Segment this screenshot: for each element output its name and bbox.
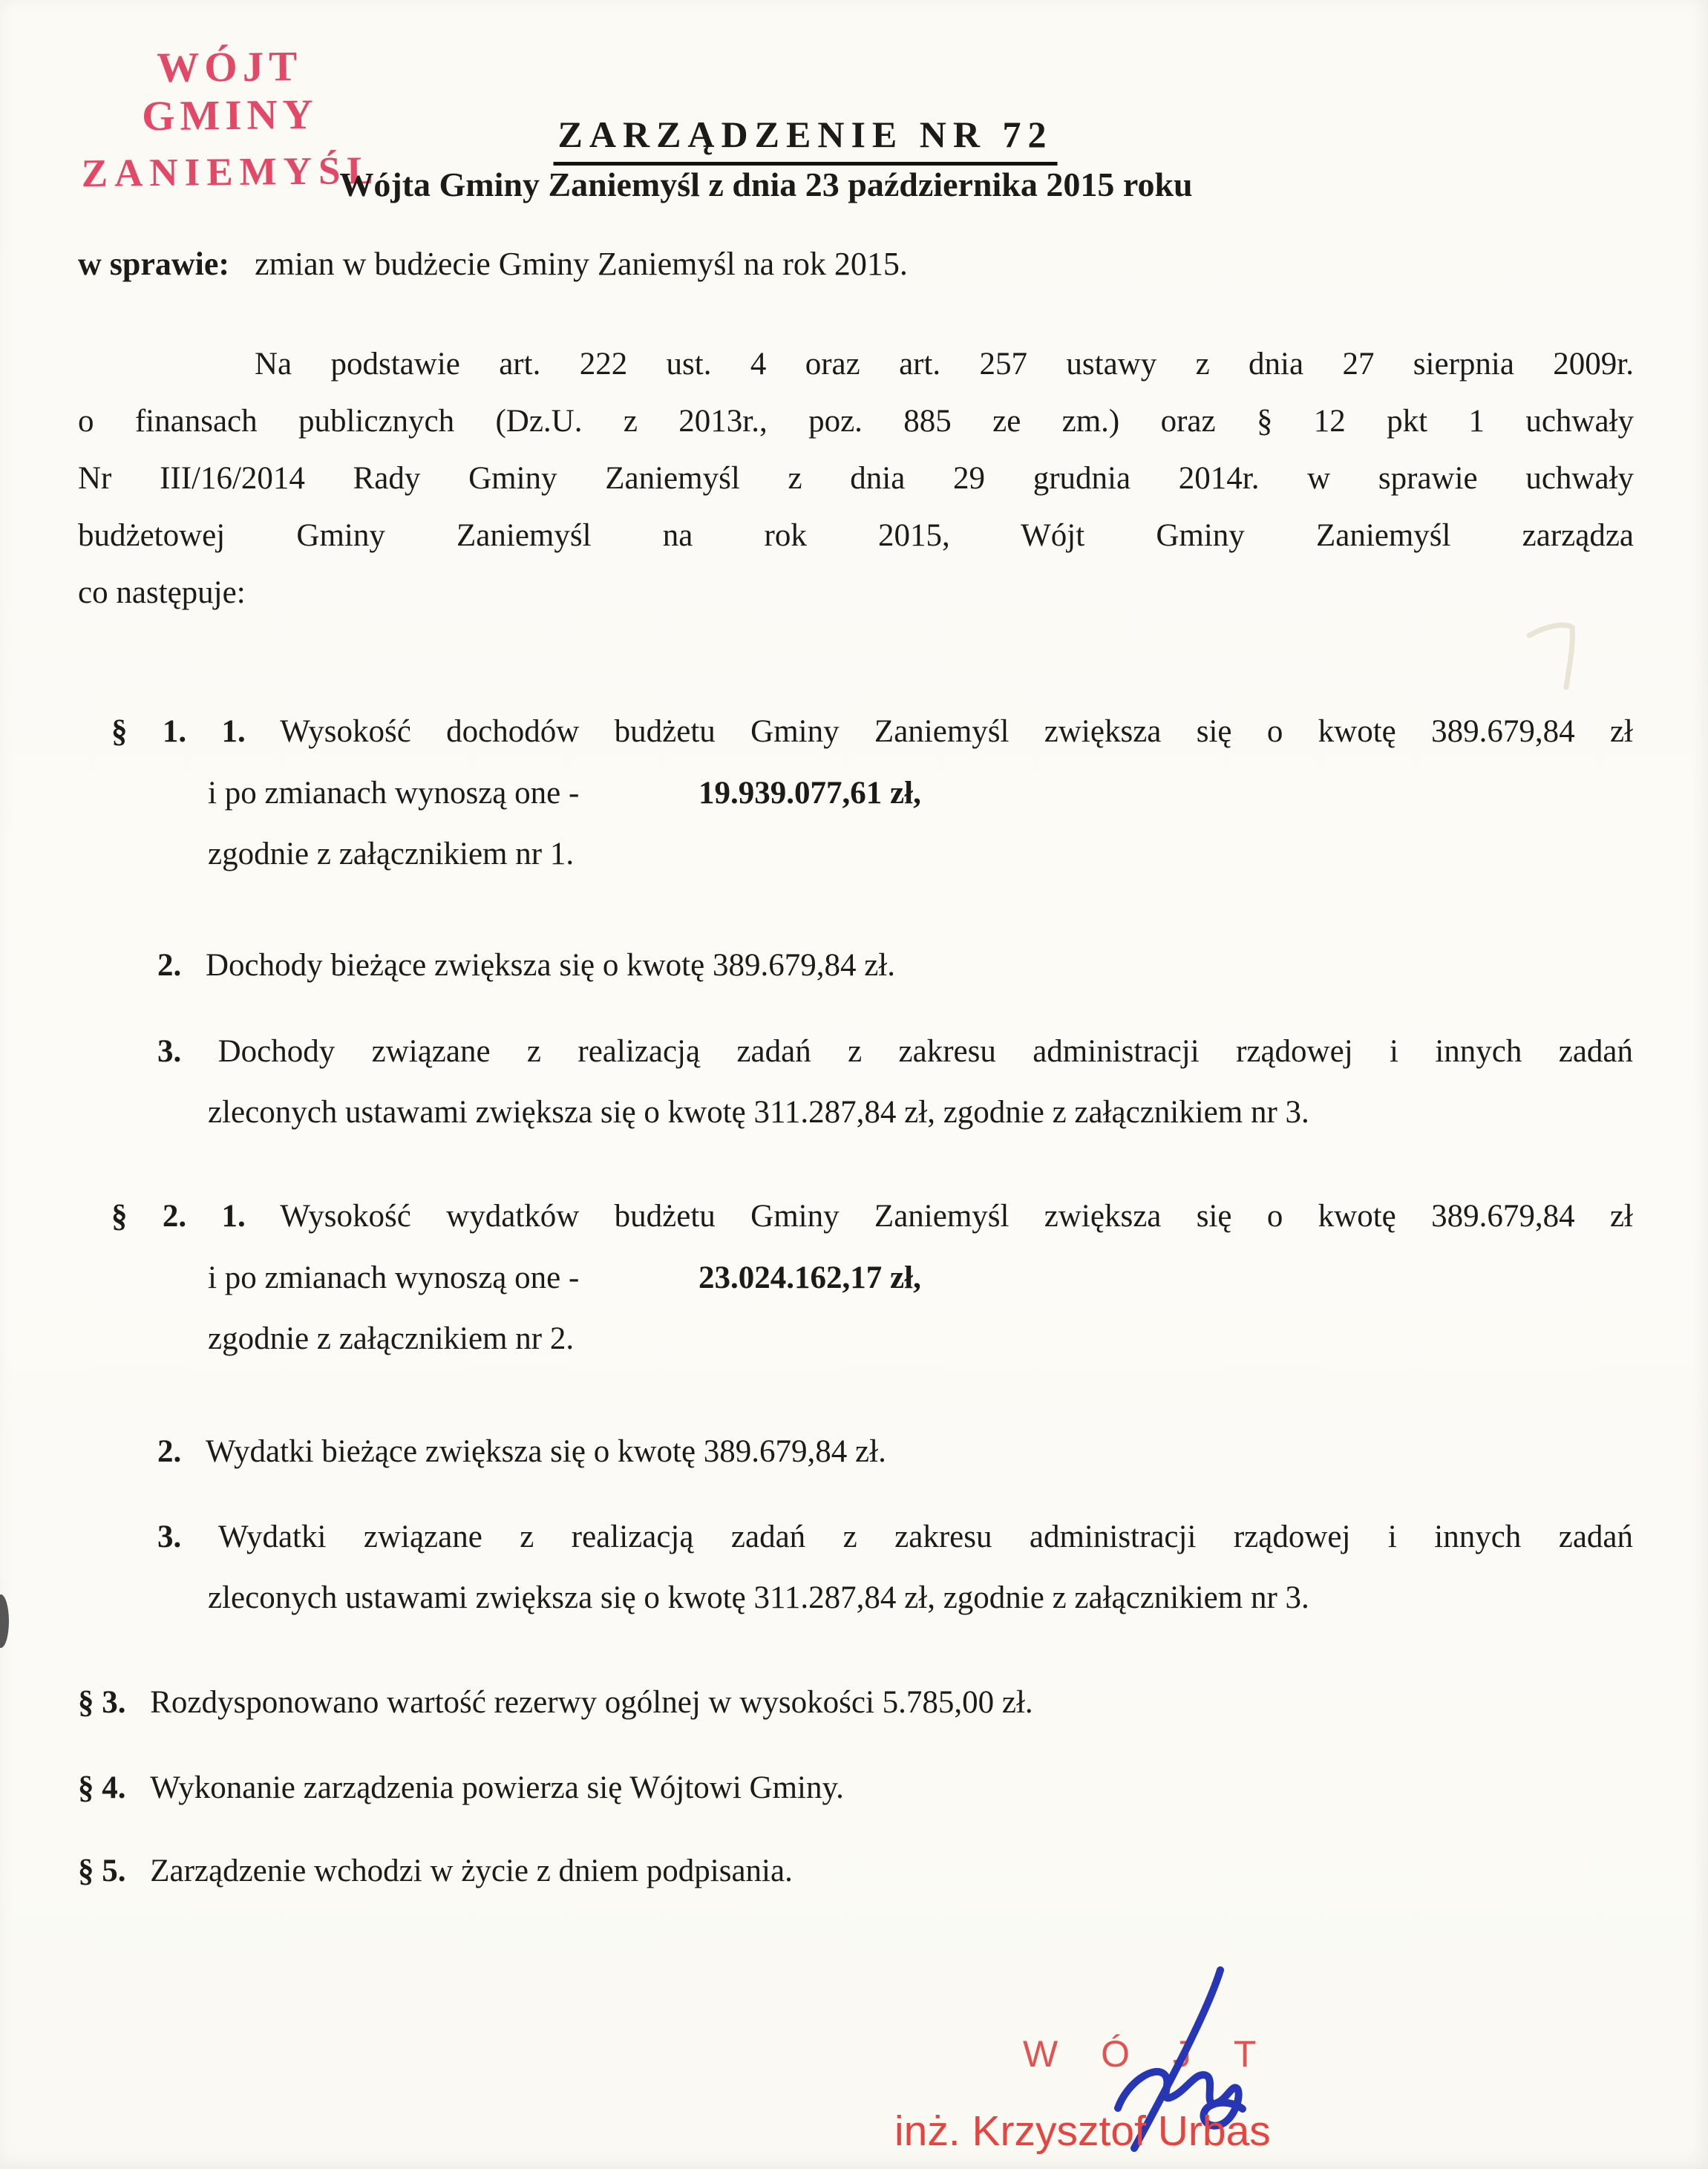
section-1-line-1 [111,703,1633,760]
section-5 [78,1842,793,1900]
section-2-attachment: zgodnie z załącznikiem nr 2. [208,1321,575,1356]
stamp-line1: WÓJT GMINY [141,42,319,140]
legal-basis-paragraph [78,336,1634,621]
section-4 [78,1759,844,1816]
intro-line: Nr III/16/2014 Rady Gminy Zaniemyśl z dnia 29 grudnia 2014r. w sprawie uchwały [78,461,1634,496]
subject-text: zmian w budżecie Gminy Zaniemyśl na rok 2015. [255,246,908,282]
section-5-marker: § 5. [78,1854,126,1888]
section-2-line-2 [208,1249,921,1306]
subject-label: w sprawie: [78,246,230,282]
section-1-item-3-line-1 [157,1023,1633,1080]
intro-line: co następuje: [78,575,246,610]
scan-artifact [0,1594,9,1648]
subject-line [78,245,908,283]
section-2-item-3-line-2: zleconych ustawami zwiększa się o kwotę 311.287,84 zł, zgodnie z załącznikiem nr 3. [208,1580,1309,1615]
stamp-line2: ZANIEMYŚL [81,148,381,196]
item-text: Dochody związane z realizacją zadań z zakresu administracji rządowej i innych zadań [217,1034,1633,1069]
scan-artifact [1523,615,1594,693]
section-2-amount: 23.024.162,17 zł, [698,1260,921,1295]
section-2-marker: § 2. 1. [111,1199,246,1234]
section-2-after-prefix: i po zmianach wynoszą one - [208,1260,580,1295]
section-2-text: Wysokość wydatków budżetu Gminy Zaniemyśl zwiększa się o kwotę 389.679,84 zł [280,1199,1633,1234]
section-1-item-3-line-2: zleconych ustawami zwiększa się o kwotę 311.287,84 zł, zgodnie z załącznikiem nr 3. [208,1095,1309,1130]
section-1-item-2 [157,937,895,994]
signer-name: inż. Krzysztof Urbas [894,2107,1271,2155]
section-1-amount: 19.939.077,61 zł, [698,776,921,811]
intro-line: Na podstawie art. 222 ust. 4 oraz art. 257 ustawy z dnia 27 sierpnia 2009r. [255,347,1634,382]
item-text: Wydatki związane z realizacją zadań z zakresu administracji rządowej i innych zadań [217,1519,1633,1554]
section-1-after-prefix: i po zmianach wynoszą one - [208,776,580,811]
section-3-text: Rozdysponowano wartość rezerwy ogólnej w wysokości 5.785,00 zł. [150,1685,1033,1720]
section-3 [78,1674,1033,1731]
item-text: Dochody bieżące zwiększa się o kwotę 389.679,84 zł. [206,948,895,983]
item-number: 3. [157,1034,182,1069]
section-4-marker: § 4. [78,1770,126,1805]
item-number: 3. [157,1519,182,1554]
section-4-text: Wykonanie zarządzenia powierza się Wójtowi Gminy. [150,1770,844,1805]
section-2-item-3-line-1 [157,1508,1633,1566]
section-2-line-1 [111,1188,1633,1245]
section-1-attachment: zgodnie z załącznikiem nr 1. [208,837,575,871]
section-1-text: Wysokość dochodów budżetu Gminy Zaniemyśl zwiększa się o kwotę 389.679,84 zł [280,714,1633,749]
document-title: ZARZĄDZENIE NR 72 [554,113,1058,166]
intro-line: o finansach publicznych (Dz.U. z 2013r., poz. 885 ze zm.) oraz § 12 pkt 1 uchwały [78,404,1634,439]
section-2-item-2 [157,1423,886,1480]
signer-role-stamp: W Ó J T [1023,2033,1273,2075]
section-5-text: Zarządzenie wchodzi w życie z dniem podpisania. [150,1854,793,1888]
item-text: Wydatki bieżące zwiększa się o kwotę 389.679,84 zł. [206,1434,886,1469]
intro-line: budżetowej Gminy Zaniemyśl na rok 2015, Wójt Gminy Zaniemyśl zarządza [78,518,1634,553]
section-1-marker: § 1. 1. [111,714,246,749]
section-1-line-2 [208,765,921,822]
item-number: 2. [157,1434,182,1469]
item-number: 2. [157,948,182,983]
section-3-marker: § 3. [78,1685,126,1720]
document-subtitle: Wójta Gminy Zaniemyśl z dnia 23 października 2015 roku [339,166,1193,203]
